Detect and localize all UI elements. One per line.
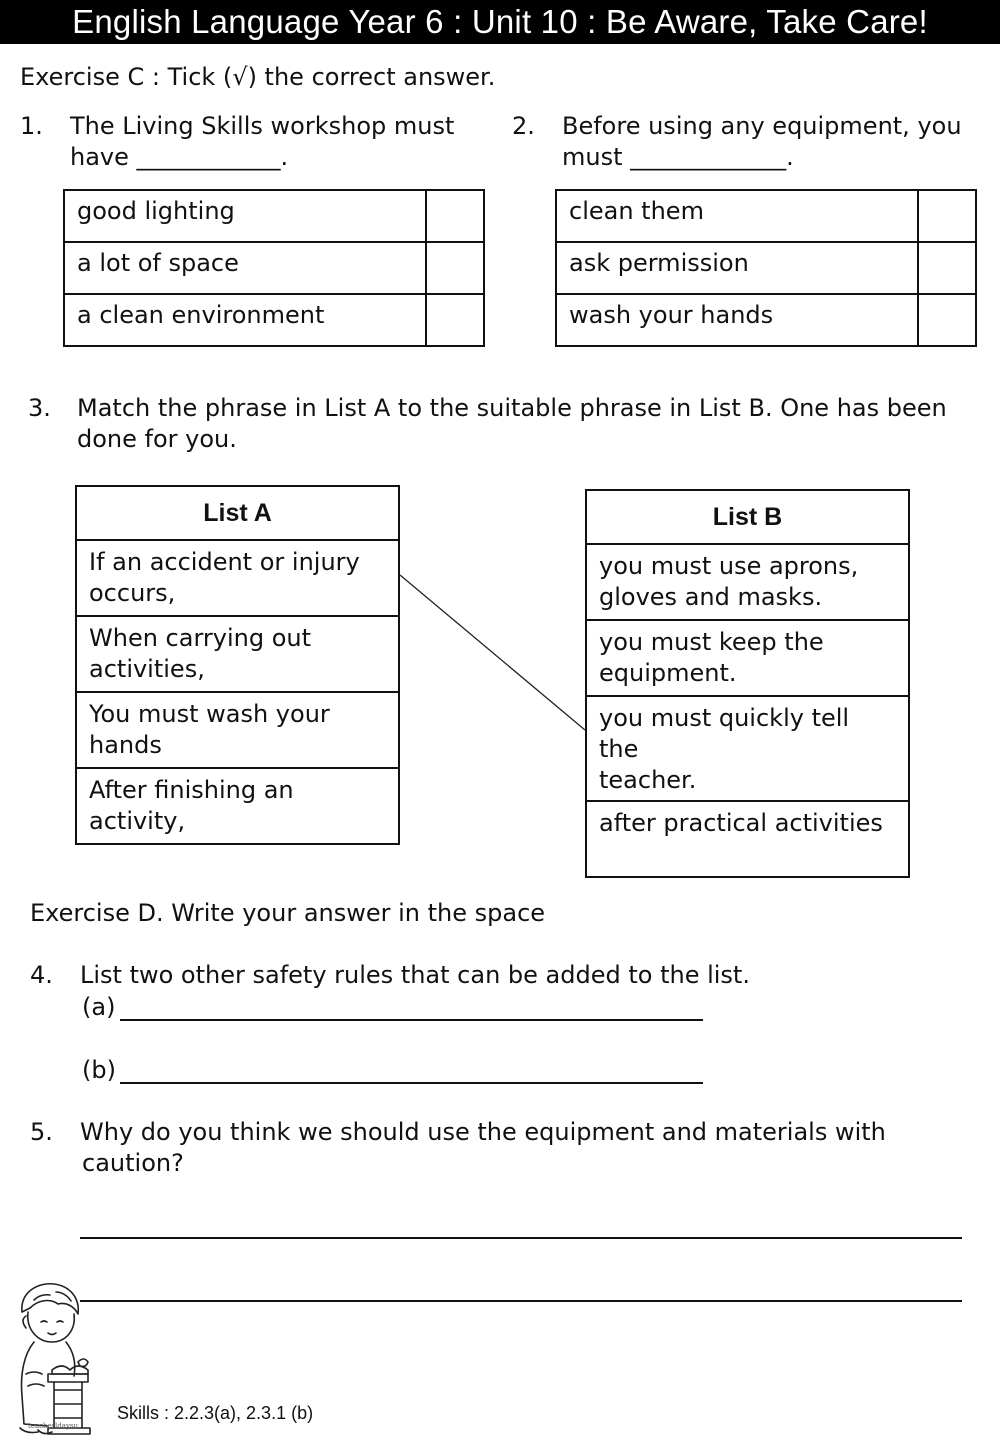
- list-b-item-line: gloves and masks.: [599, 583, 823, 611]
- q1-option-label: a lot of space: [64, 242, 426, 294]
- q1-option-label: a clean environment: [64, 294, 426, 346]
- q5-text-line2: caution?: [82, 1149, 184, 1177]
- list-a-item-line: occurs,: [89, 579, 176, 607]
- q4-a-label: (a): [82, 993, 116, 1021]
- q2-option-label: ask permission: [556, 242, 918, 294]
- q5-number: 5.: [30, 1118, 53, 1146]
- list-a-header: List A: [76, 486, 399, 540]
- q3-text-line1: Match the phrase in List A to the suitable phrase in List B. One has been: [77, 394, 947, 422]
- q4-number: 4.: [30, 961, 53, 989]
- q4-a-answer-line[interactable]: [120, 1019, 703, 1021]
- child-reading-illustration: [8, 1278, 108, 1443]
- q3-number: 3.: [28, 394, 51, 422]
- list-b-item-line: you must use aprons,: [599, 552, 859, 580]
- q2-text-line1: Before using any equipment, you: [562, 112, 962, 140]
- list-a-item-line: If an accident or injury: [89, 548, 360, 576]
- q3-text-line2: done for you.: [77, 425, 237, 453]
- q4-text: List two other safety rules that can be added to the list.: [80, 961, 750, 989]
- q5-answer-line-2[interactable]: [80, 1300, 962, 1302]
- list-a-item-line: You must wash your: [89, 700, 330, 728]
- list-b-item-line: you must keep the: [599, 628, 824, 656]
- list-a-item-line: After finishing an: [89, 776, 294, 804]
- q5-answer-line-1[interactable]: [80, 1237, 962, 1239]
- q2-text-line2: must _____________.: [562, 143, 794, 171]
- q5-text-line1: Why do you think we should use the equipment and materials with: [80, 1118, 886, 1146]
- list-a-item-line: activities,: [89, 655, 205, 683]
- illustration-watermark: teacherldaysu: [28, 1422, 78, 1430]
- list-b-item-line: equipment.: [599, 659, 737, 687]
- list-b-item-line: after practical activities: [599, 809, 883, 837]
- list-b-header: List B: [586, 490, 909, 544]
- skills-reference: Skills : 2.2.3(a), 2.3.1 (b): [117, 1403, 314, 1423]
- exercise-d-title: Exercise D. Write your answer in the space: [30, 899, 546, 927]
- q4-b-label: (b): [82, 1056, 116, 1084]
- worksheet-title: English Language Year 6 : Unit 10 : Be Aware, Take Care!: [0, 0, 1000, 44]
- list-a-item-line: hands: [89, 731, 162, 759]
- q1-number: 1.: [20, 112, 43, 140]
- list-a-item-line: When carrying out: [89, 624, 312, 652]
- q2-option-label: clean them: [556, 190, 918, 242]
- q1-text-line2: have ____________.: [70, 143, 289, 171]
- q1-option-label: good lighting: [64, 190, 426, 242]
- list-b-item-line: you must quickly tell the: [599, 704, 850, 763]
- q1-text-line1: The Living Skills workshop must: [70, 112, 455, 140]
- list-b-item-line: teacher.: [599, 766, 697, 794]
- q2-number: 2.: [512, 112, 535, 140]
- exercise-c-title: Exercise C : Tick (√) the correct answer.: [20, 63, 496, 91]
- q4-b-answer-line[interactable]: [120, 1082, 703, 1084]
- q2-option-label: wash your hands: [556, 294, 918, 346]
- list-a-item-line: activity,: [89, 807, 186, 835]
